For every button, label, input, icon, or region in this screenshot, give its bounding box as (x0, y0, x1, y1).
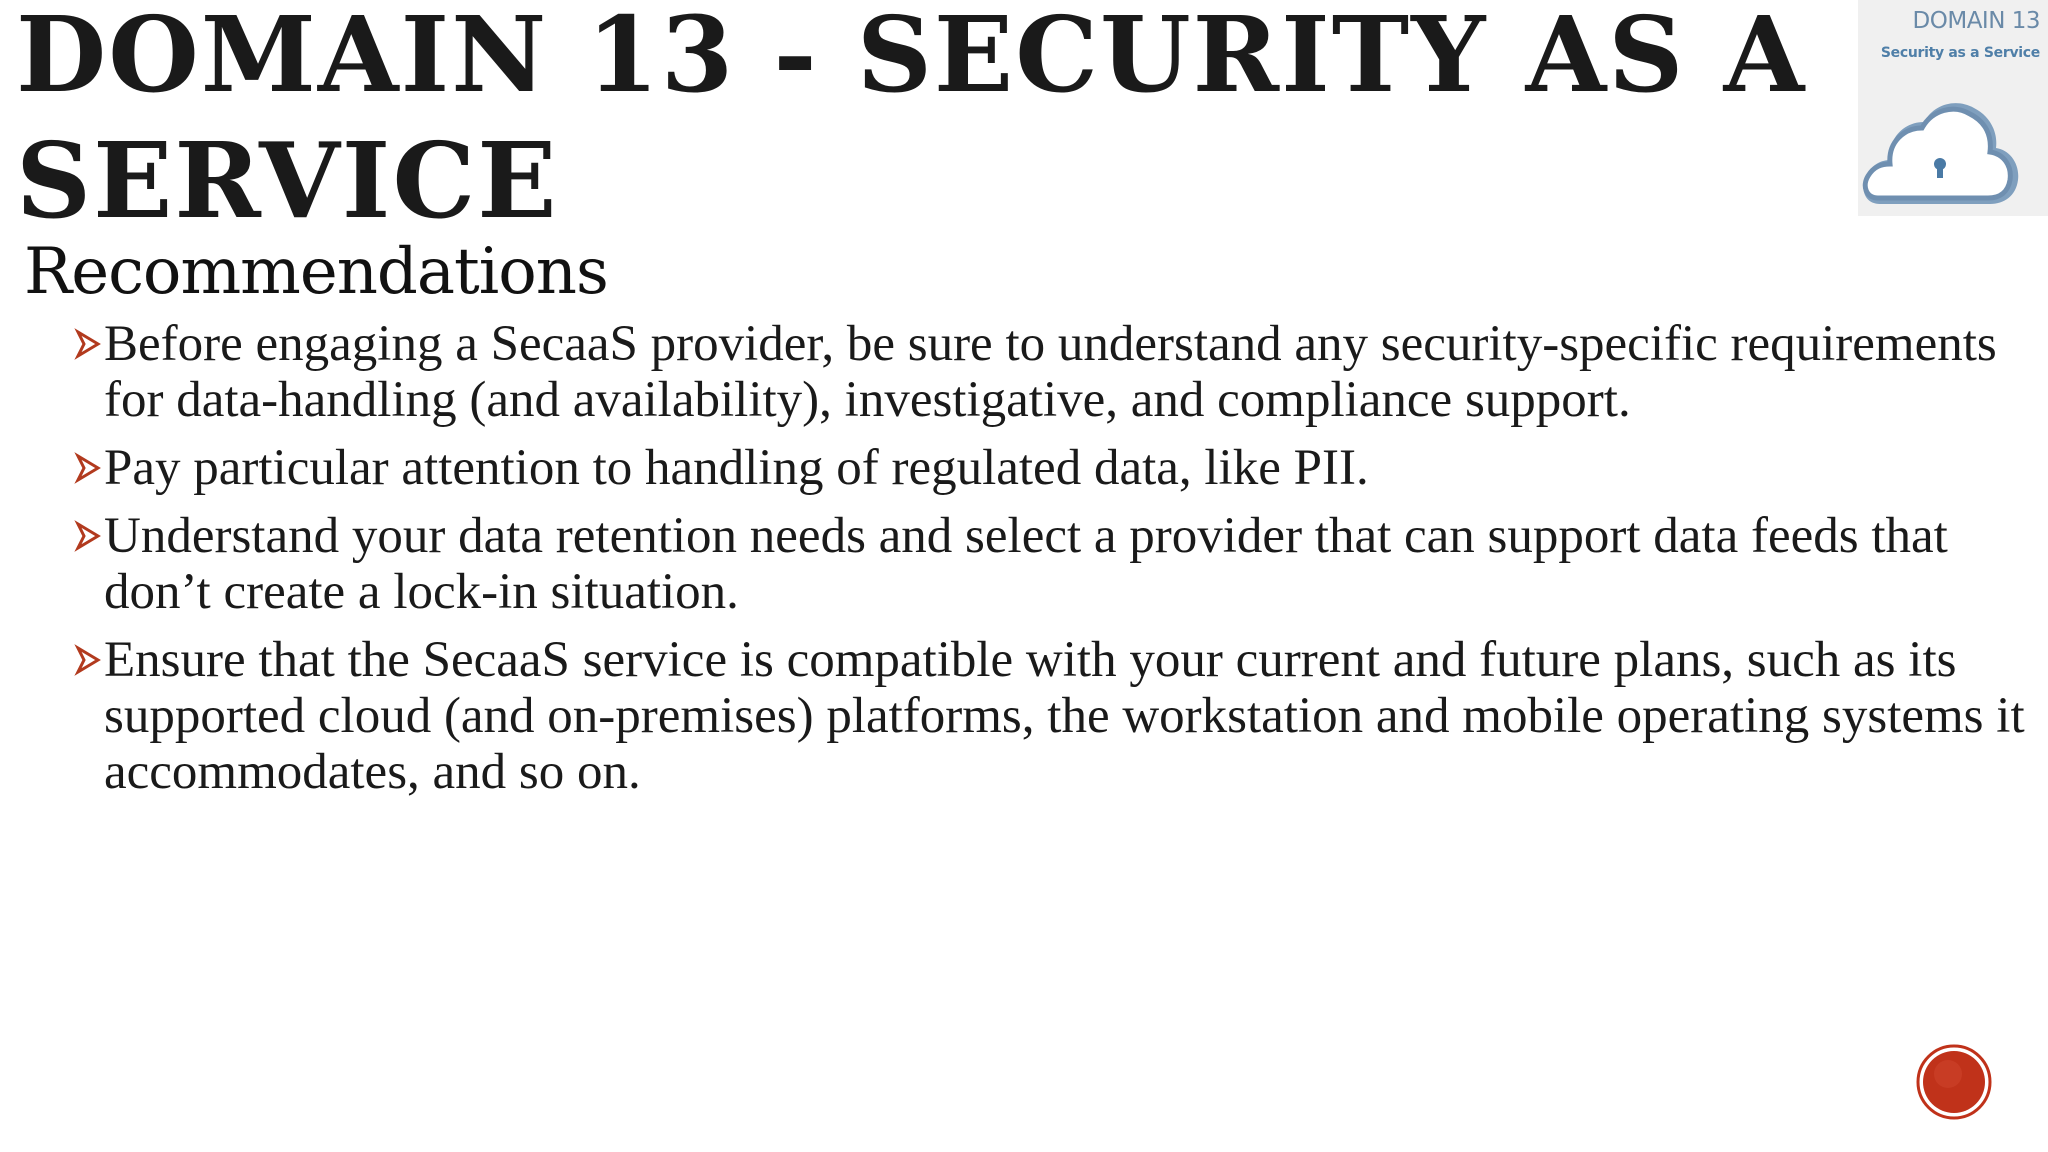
next-slide-button[interactable] (1916, 1044, 1992, 1120)
slide-title-line-1: DOMAIN 13 - SECURITY AS A (16, 0, 1807, 116)
bullet-list (72, 316, 2032, 812)
bullet-text: Understand your data retention needs and select a provider that can support data feeds that don’t create a lock-in situation. (104, 508, 1948, 620)
bullet-item (72, 316, 2032, 428)
bullet-text: Before engaging a SecaaS provider, be sure to understand any security-specific requirements for data-handling (and availability), investigative, and compliance support. (104, 316, 1997, 428)
bullet-text: Ensure that the SecaaS service is compatible with your current and future plans, such as its supported cloud (and on-premises) platforms, the workstation and mobile operating systems it accommodates, and so on. (104, 632, 2025, 800)
bullet-item (72, 508, 2032, 620)
slide-title (16, 0, 1816, 244)
arrow-bullet-icon (74, 636, 102, 684)
bullet-item (72, 440, 2032, 496)
bullet-text: Pay particular attention to handling of regulated data, like PII. (104, 440, 1369, 496)
slide-title-line-2: SERVICE (16, 119, 559, 242)
arrow-bullet-icon (74, 444, 102, 492)
bullet-item (72, 632, 2032, 800)
domain-badge (1858, 0, 2048, 216)
arrow-bullet-icon (74, 320, 102, 368)
arrow-bullet-icon (74, 512, 102, 560)
badge-title: DOMAIN 13 (1912, 8, 2040, 34)
slide-subtitle: Recommendations (24, 235, 608, 309)
cloud-lock-icon (1860, 92, 2020, 214)
badge-subtitle: Security as a Service (1880, 45, 2040, 61)
